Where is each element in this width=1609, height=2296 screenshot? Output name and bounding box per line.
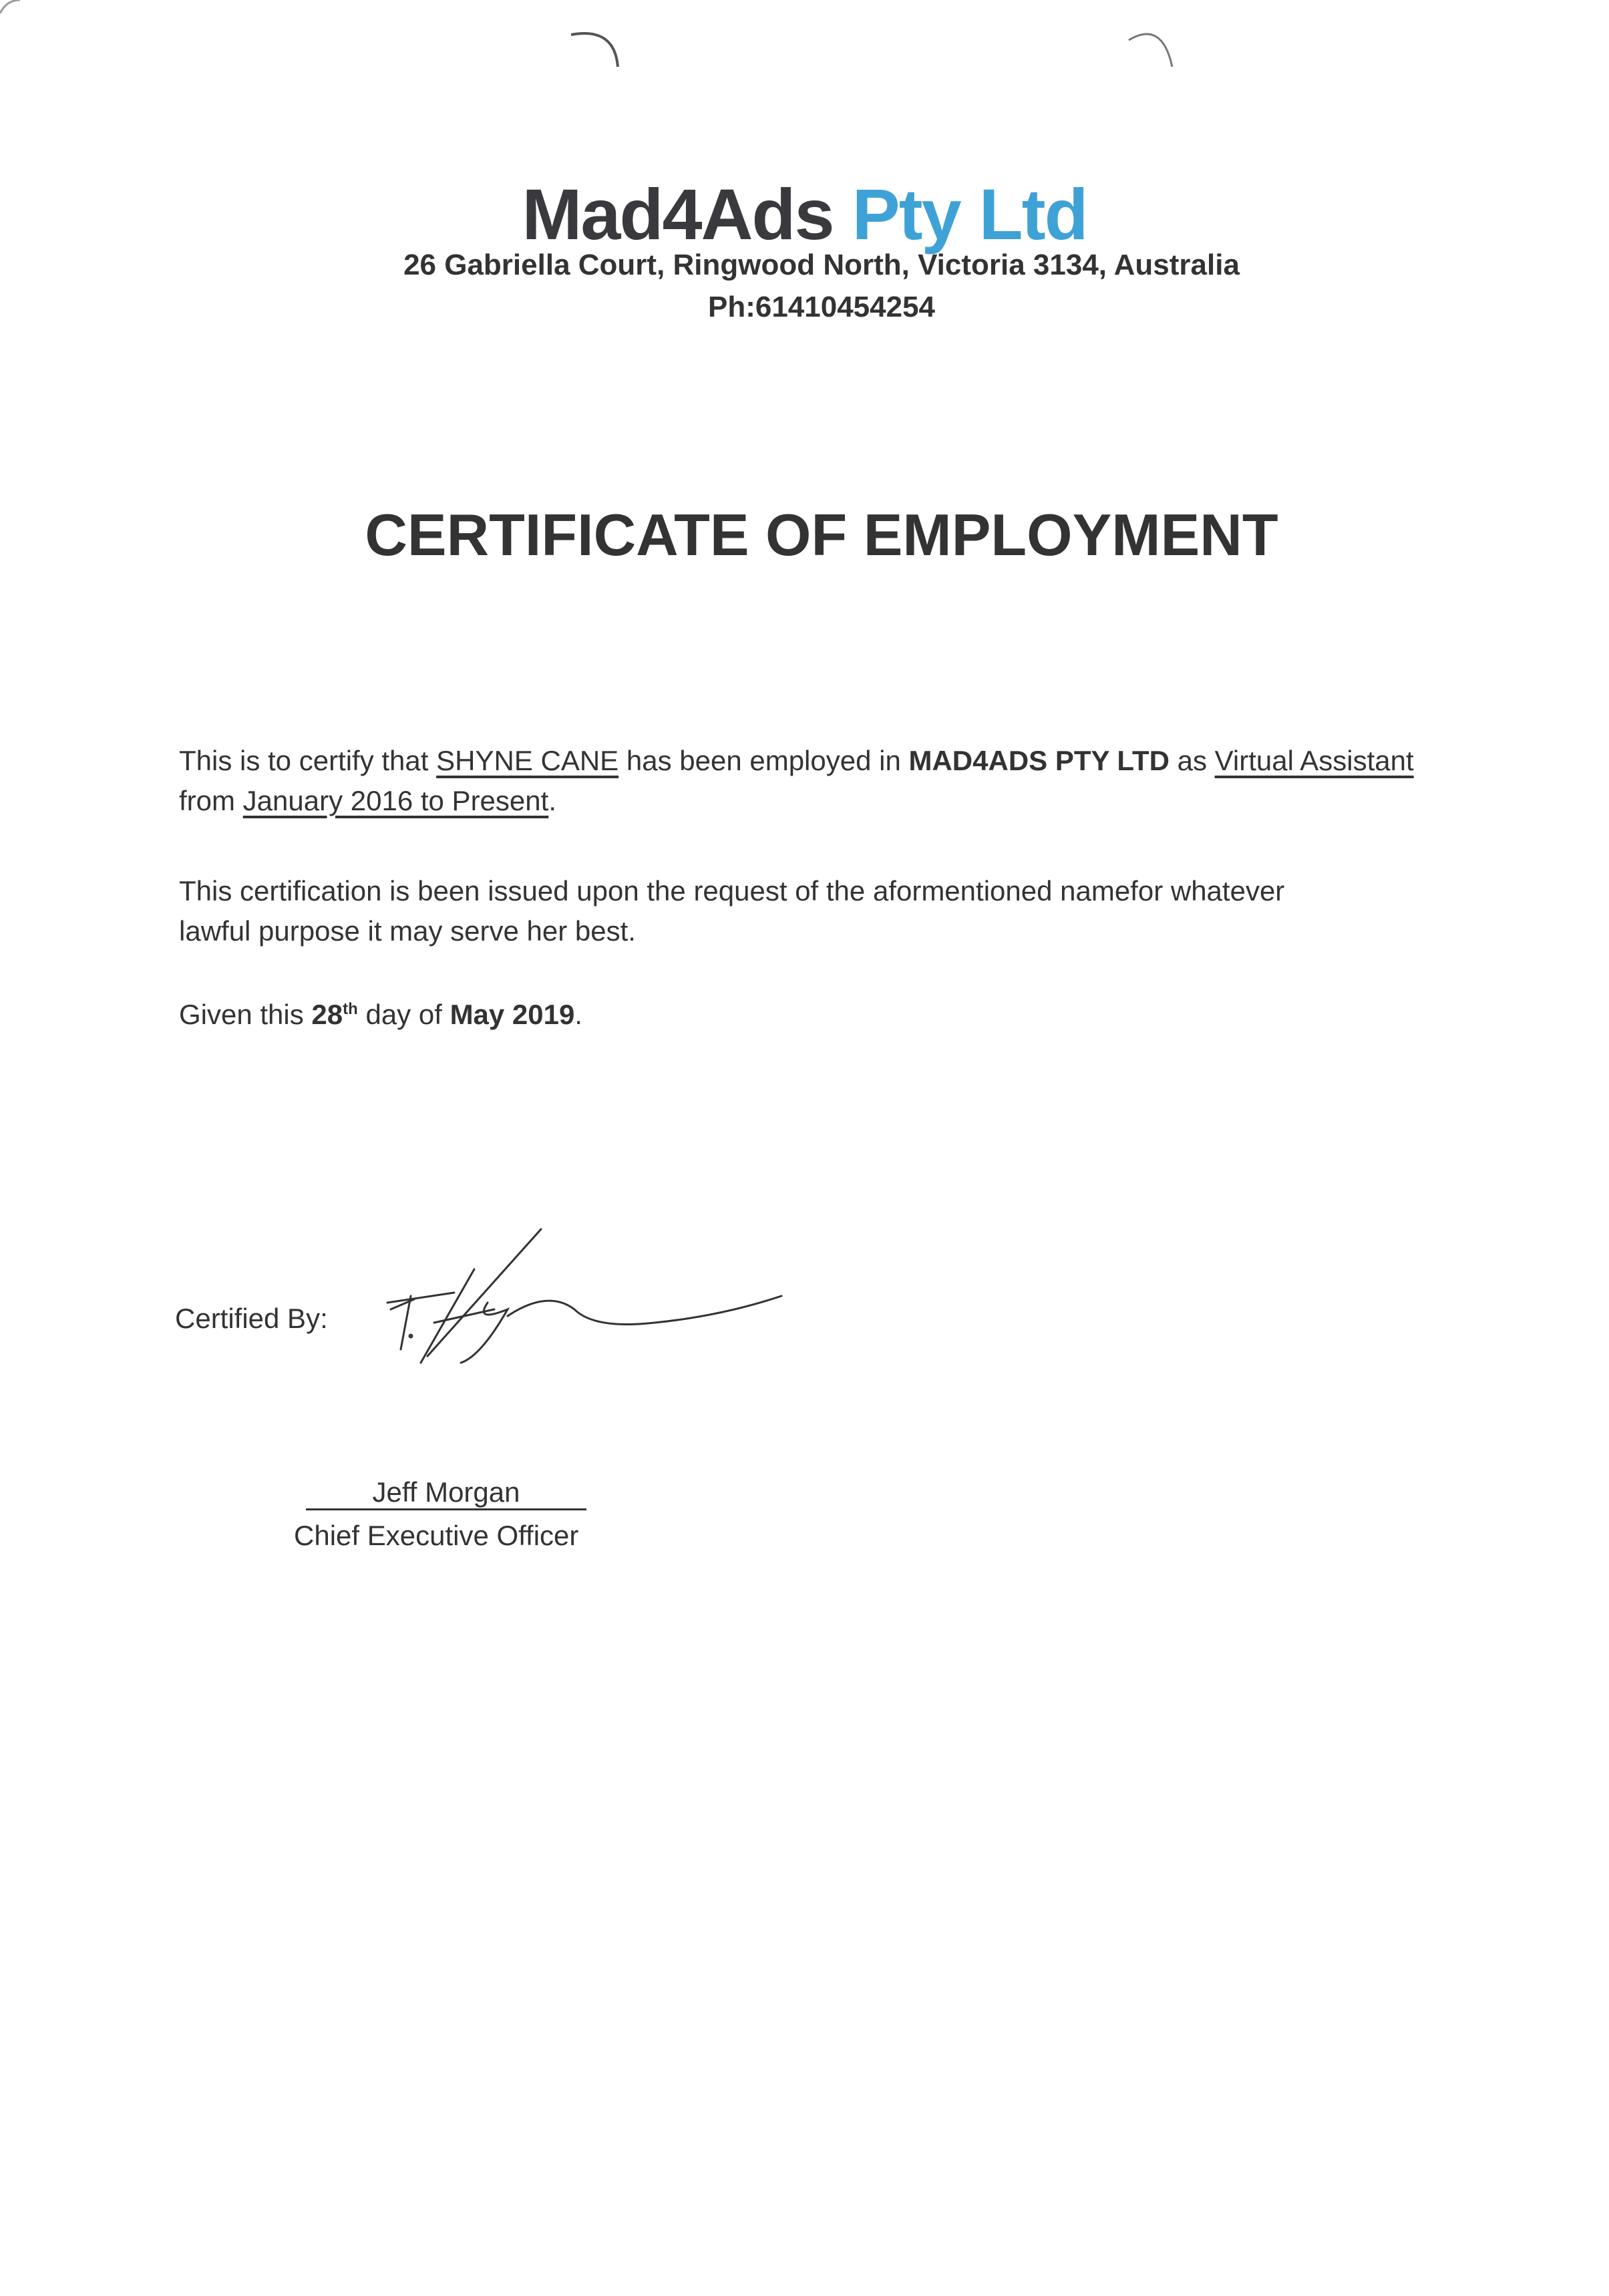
company-logo [0, 172, 1609, 256]
given-date: May 2019 [450, 999, 575, 1030]
given-date-line: Given this 28th day of May 2019. [179, 999, 583, 1030]
signatory-title: Chief Executive Officer [294, 1520, 579, 1551]
employee-name: SHYNE CANE [436, 745, 619, 776]
company-phone: Ph:61410454254 [707, 291, 936, 323]
document-title: CERTIFICATE OF EMPLOYMENT [365, 502, 1278, 568]
certified-by-label: Certified By: [175, 1303, 328, 1334]
logo-text-blue: Pty Ltd [852, 174, 1087, 255]
paragraph-1-line-2: from January 2016 to Present. [179, 785, 556, 816]
handwritten-signature [374, 1222, 801, 1410]
paragraph-1-line-1: This is to certify that SHYNE CANE has been employed in MAD4ADS PTY LTD as Virtual Assistant [179, 745, 1414, 776]
signatory-name: Jeff Morgan [306, 1476, 586, 1510]
company-name: MAD4ADS PTY LTD [908, 745, 1170, 776]
logo-text-dark: Mad4Ads [522, 174, 834, 255]
paragraph-2-line-2: lawful purpose it may serve her best. [179, 915, 636, 947]
paragraph-2-line-1: This certification is been issued upon the request of the aformentioned namefor whatever [179, 875, 1285, 907]
employment-period: January 2016 to Present [242, 785, 549, 816]
company-address: 26 Gabriella Court, Ringwood North, Victoria 3134, Australia [403, 249, 1240, 281]
position: Virtual Assistant [1214, 745, 1414, 776]
